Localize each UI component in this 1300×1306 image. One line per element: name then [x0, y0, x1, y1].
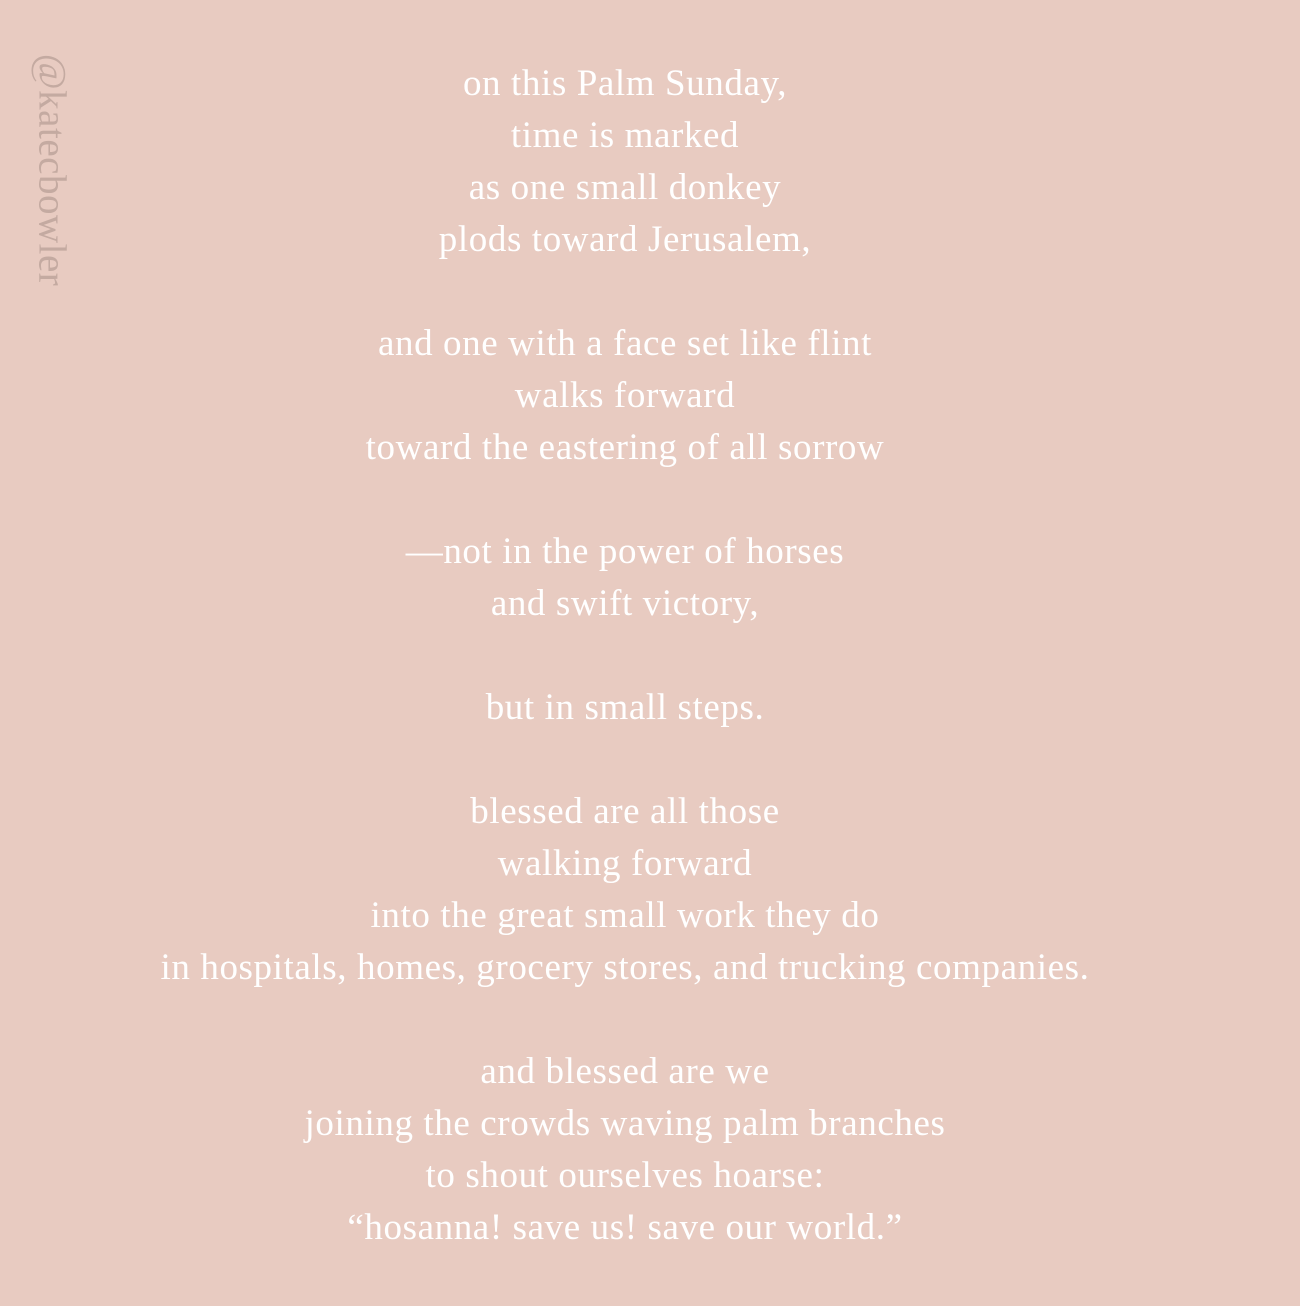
stanza — [0, 1046, 1250, 1254]
poem-line: plods toward Jerusalem, — [438, 219, 812, 260]
poem-line: joining the crowds waving palm branches — [304, 1103, 946, 1144]
poem-line: and blessed are we — [480, 1051, 770, 1092]
poem-line: and one with a face set like flint — [377, 323, 873, 364]
poem-line: and swift victory, — [490, 583, 760, 624]
poem-line: on this Palm Sunday, — [462, 63, 788, 104]
poem-line: walking forward — [497, 843, 753, 884]
poem — [0, 58, 1250, 1306]
stanza — [0, 682, 1250, 734]
poem-line: —not in the power of horses — [405, 531, 845, 572]
author-handle: @katecbowler — [30, 53, 74, 287]
stanza — [0, 526, 1250, 630]
poem-line: walks forward — [514, 375, 736, 416]
poem-line: but in small steps. — [485, 687, 765, 728]
poem-line: to shout ourselves hoarse: — [425, 1155, 825, 1196]
poem-line: in hospitals, homes, grocery stores, and trucking companies. — [160, 947, 1090, 988]
poem-line: toward the eastering of all sorrow — [365, 427, 885, 468]
stanza — [0, 58, 1250, 266]
stanza — [0, 786, 1250, 994]
poem-line: “hosanna! save us! save our world.” — [347, 1207, 903, 1248]
stanza — [0, 318, 1250, 474]
poem-line: time is marked — [510, 115, 740, 156]
poem-line: into the great small work they do — [370, 895, 880, 936]
poem-line: as one small donkey — [468, 167, 782, 208]
poem-line: blessed are all those — [470, 791, 780, 832]
